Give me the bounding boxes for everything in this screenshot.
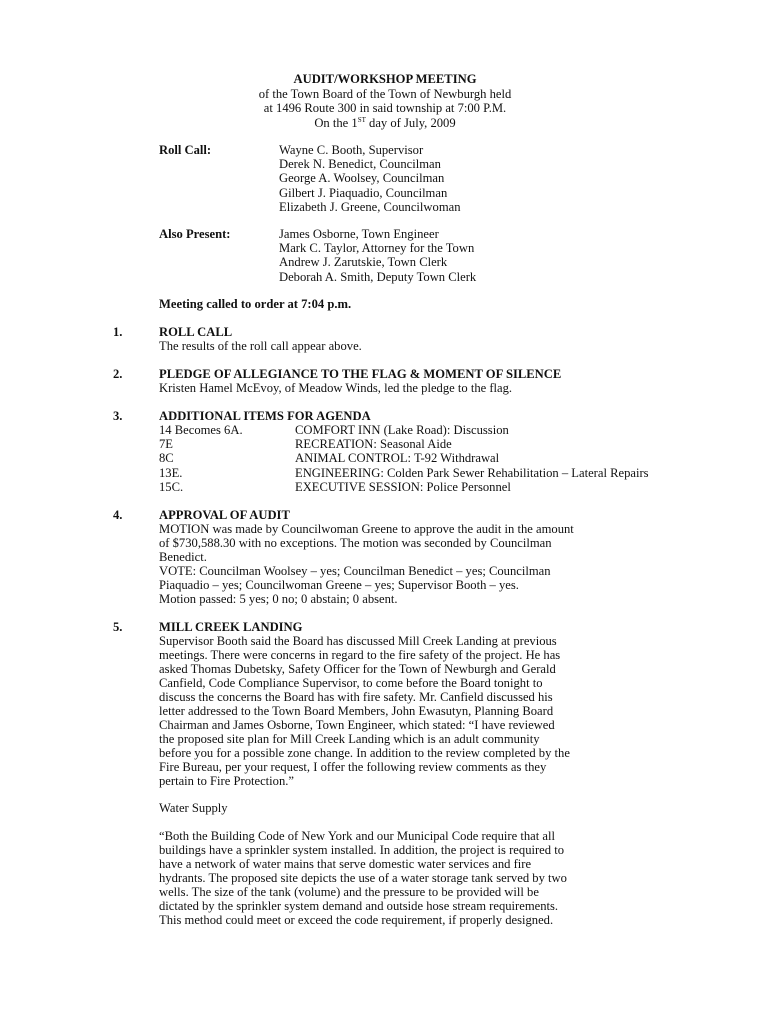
section-number: 1. (113, 325, 123, 339)
agenda-item-desc: COMFORT INN (Lake Road): Discussion (295, 423, 509, 437)
section-roll-call (159, 325, 739, 353)
agenda-item-desc: ANIMAL CONTROL: T-92 Withdrawal (295, 451, 500, 466)
section-body: The results of the roll call appear above. (159, 339, 362, 353)
also-present-label: Also Present: (159, 227, 231, 241)
agenda-item-desc: RECREATION: Seasonal Aide (295, 437, 452, 452)
roll-call-label: Roll Call: (159, 143, 212, 157)
section-heading: ROLL CALL (159, 325, 233, 339)
section-number: 5. (113, 620, 123, 634)
agenda-item-code: 15C. (159, 479, 184, 494)
also-present-names (279, 227, 476, 284)
section-body: Supervisor Booth said the Board has discussed Mill Creek Landing at previous meetings. There were concerns in regard to the fire safety of the project. He has asked Thomas Dubetsky, Safety Officer for the Town of Newburgh and Gerald Canfield, Code Compliance Supervisor, to come before the Board tonight to discuss the concerns the Board has with fire safety. Mr. Canfield discussed his letter addressed to the Town Board Members, John Ewasutyn, Planning Board Chairman and James Osborne, Town Engineer, which stated: “I have reviewed the proposed site plan for Mill Creek Landing which is an adult community before you for a possible zone change. In addition to the review completed by the Fire Bureau, per your request, I offer the following review comments as they pertain to Fire Protection.” (159, 634, 570, 788)
roll-call-name: George A. Woolsey, Councilman (279, 171, 445, 186)
section-heading: ADDITIONAL ITEMS FOR AGENDA (159, 409, 371, 423)
section-additional-items (159, 409, 739, 423)
section-number: 4. (113, 508, 123, 522)
roll-call-name: Wayne C. Booth, Supervisor (279, 143, 424, 157)
section-body-continued: “Both the Building Code of New York and our Municipal Code require that all buildings have a sprinkler system installed. In addition, the project is required to have a network of water mains that serve domestic water services and fire hydrants. The proposed site depicts the use of a water storage tank served by two wells. The size of the tank (volume) and the pressure to be provided will be dictated by the sprinkler system demand and outside hose stream requirements. This method could meet or exceed the code requirement, if properly designed. (159, 829, 567, 927)
agenda-item-code: 13E. (159, 465, 183, 480)
section-heading: APPROVAL OF AUDIT (159, 508, 290, 522)
section-approval-of-audit (159, 508, 739, 606)
roll-call-names (279, 143, 461, 214)
date-prefix: On the 1 (314, 115, 358, 130)
also-present-name: James Osborne, Town Engineer (279, 227, 439, 241)
agenda-item-desc: ENGINEERING: Colden Park Sewer Rehabilitation – Lateral Repairs (295, 465, 649, 480)
section-subheading: Water Supply (159, 801, 228, 815)
roll-call-name: Elizabeth J. Greene, Councilwoman (279, 199, 461, 214)
section-number: 2. (113, 367, 123, 381)
section-pledge (159, 367, 739, 395)
agenda-item-code: 7E (159, 437, 173, 452)
section-body: Kristen Hamel McEvoy, of Meadow Winds, led the pledge to the flag. (159, 381, 513, 395)
called-to-order: Meeting called to order at 7:04 p.m. (159, 297, 352, 311)
meeting-title: AUDIT/WORKSHOP MEETING (293, 72, 477, 86)
agenda-item-desc: EXECUTIVE SESSION: Police Personnel (295, 479, 511, 494)
roll-call-name: Gilbert J. Piaquadio, Councilman (279, 185, 448, 200)
date-suffix: day of July, 2009 (365, 115, 456, 130)
header-line-3 (0, 116, 770, 131)
also-present-name: Andrew J. Zarutskie, Town Clerk (279, 255, 448, 270)
date-ordinal-suffix: ST (357, 115, 366, 124)
section-heading: MILL CREEK LANDING (159, 620, 303, 634)
section-number: 3. (113, 409, 123, 423)
roll-call-name: Derek N. Benedict, Councilman (279, 157, 441, 172)
agenda-item-code: 8C (159, 451, 174, 466)
also-present-name: Mark C. Taylor, Attorney for the Town (279, 241, 475, 256)
agenda-item-code: 14 Becomes 6A. (159, 423, 243, 437)
header-line-2: at 1496 Route 300 in said township at 7:00 P.M. (263, 101, 507, 116)
section-heading: PLEDGE OF ALLEGIANCE TO THE FLAG & MOMENT OF SILENCE (159, 367, 562, 381)
header-line-1: of the Town Board of the Town of Newburgh held (258, 86, 512, 101)
also-present-name: Deborah A. Smith, Deputy Town Clerk (279, 269, 477, 284)
section-body: MOTION was made by Councilwoman Greene to approve the audit in the amount of $730,588.30 with no exceptions. The motion was seconded by Councilman Benedict. VOTE: Councilman Woolsey – yes; Councilman Benedict – yes; Councilman Piaquadio – yes; Councilwoman Greene – yes; Supervisor Booth – yes. Motion passed: 5 yes; 0 no; 0 abstain; 0 absent. (159, 522, 574, 606)
section-mill-creek-landing (159, 620, 739, 927)
meeting-header (0, 72, 770, 130)
